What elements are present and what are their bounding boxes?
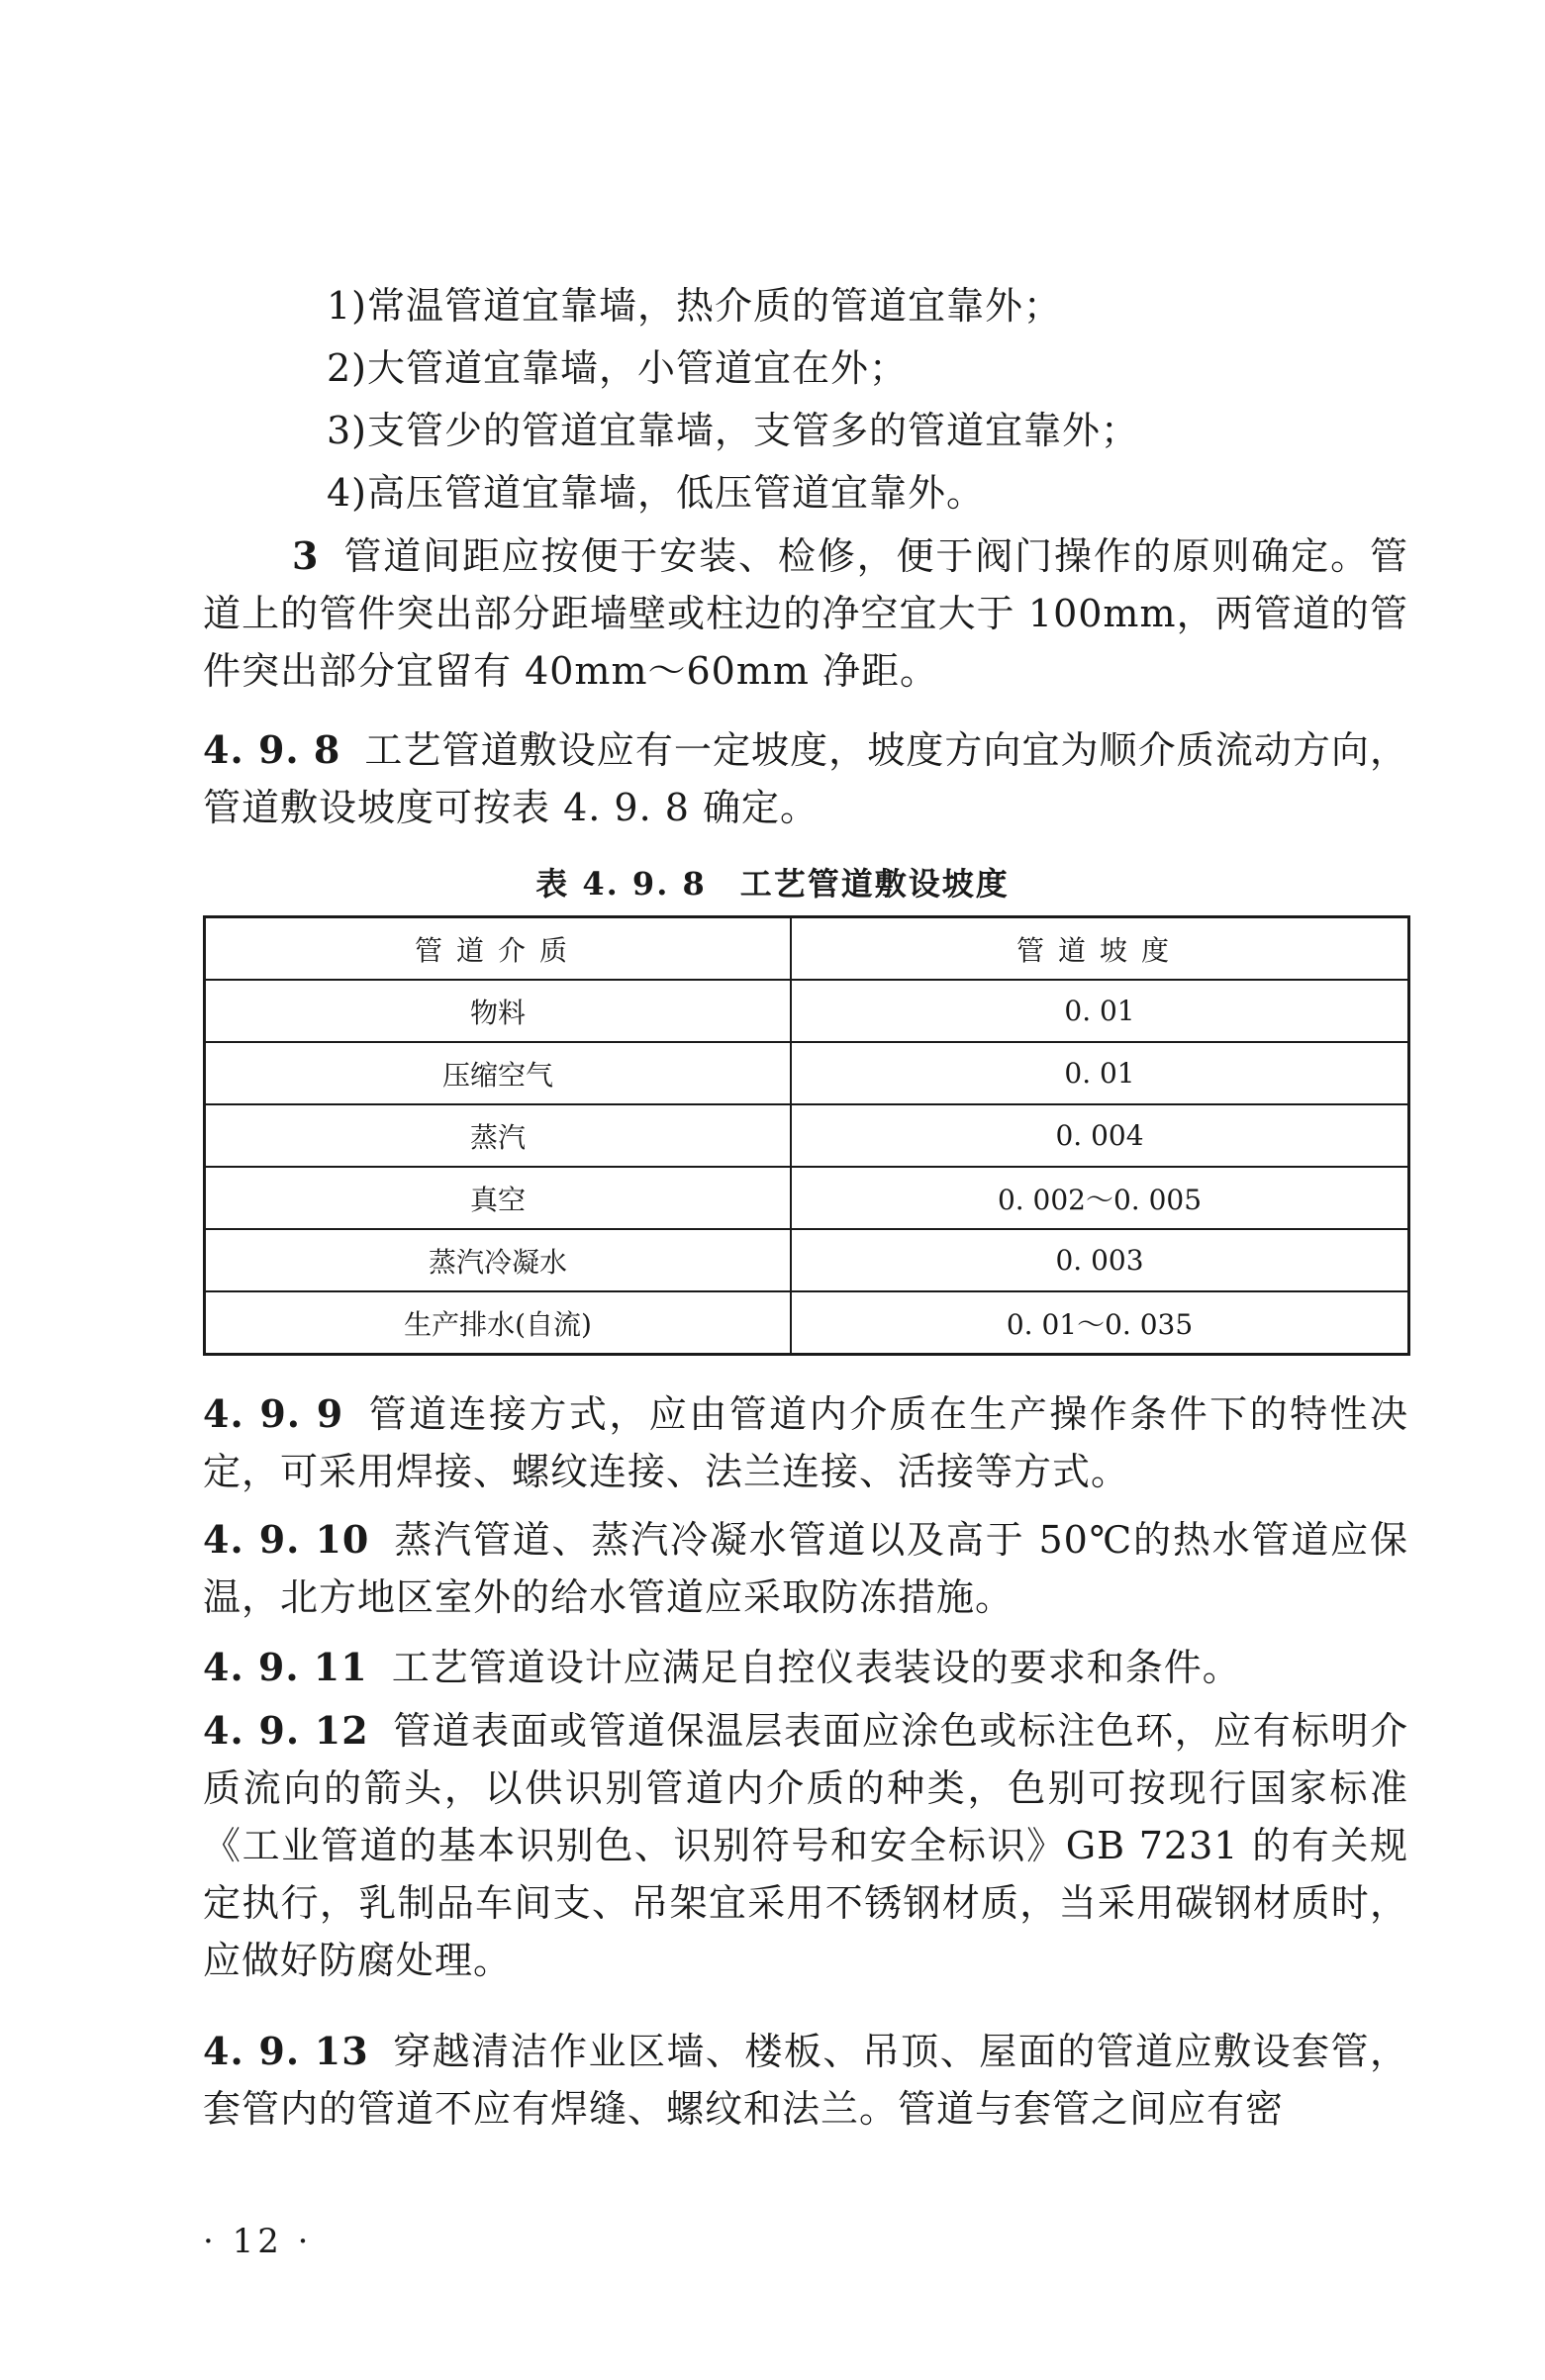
list-item: 1)常温管道宜靠墙，热介质的管道宜靠外； — [327, 284, 1063, 328]
clause-number: 4. 9. 13 — [203, 2029, 369, 2073]
table-row — [205, 1167, 1409, 1229]
table-row — [205, 1104, 1409, 1167]
table-row — [205, 1291, 1409, 1355]
slope-cell: 0. 004 — [791, 1104, 1408, 1167]
clause-number: 4. 9. 8 — [203, 727, 341, 772]
table-row — [205, 1042, 1409, 1104]
medium-cell: 物料 — [205, 980, 792, 1042]
clause-4-9-9 — [203, 1385, 1408, 1500]
item-3-paragraph — [203, 527, 1408, 700]
column-header: 管道坡度 — [791, 917, 1408, 981]
clause-number: 4. 9. 12 — [203, 1708, 369, 1753]
clause-number: 4. 9. 9 — [203, 1391, 344, 1436]
medium-cell: 蒸汽 — [205, 1104, 792, 1167]
clause-text: 蒸汽管道、蒸汽冷凝水管道以及高于 50℃的热水管道应保温，北方地区室外的给水管道应采取防冻措施。 — [203, 1518, 1408, 1619]
clause-text: 穿越清洁作业区墙、楼板、吊顶、屋面的管道应敷设套管，套管内的管道不应有焊缝、螺纹和法兰。管道与套管之间应有密 — [203, 2030, 1408, 2131]
clause-4-9-12 — [203, 1702, 1408, 1989]
medium-cell: 真空 — [205, 1167, 792, 1229]
medium-cell: 生产排水(自流) — [205, 1291, 792, 1355]
list-item: 3)支管少的管道宜靠墙，支管多的管道宜靠外； — [327, 409, 1140, 452]
table-title: 表 4. 9. 8 工艺管道敷设坡度 — [535, 865, 1010, 903]
clause-4-9-8 — [203, 721, 1408, 836]
slope-cell: 0. 01 — [791, 980, 1408, 1042]
list-item: 2)大管道宜靠墙，小管道宜在外； — [327, 346, 909, 390]
medium-cell: 压缩空气 — [205, 1042, 792, 1104]
table-row — [205, 1229, 1409, 1291]
clause-text: 管道表面或管道保温层表面应涂色或标注色环，应有标明介质流向的箭头，以供识别管道内介质的种类，色别可按现行国家标准《工业管道的基本识别色、识别符号和安全标识》GB 7231 的有关规定执行，乳制品车间支、吊架宜采用不锈钢材质，当采用碳钢材质时，应做好防腐处理。 — [203, 1709, 1408, 1982]
medium-cell: 蒸汽冷凝水 — [205, 1229, 792, 1291]
column-header: 管道介质 — [205, 917, 792, 981]
clause-text: 工艺管道设计应满足自控仪表装设的要求和条件。 — [391, 1646, 1241, 1689]
clause-number: 4. 9. 10 — [203, 1517, 370, 1562]
table-header-row — [205, 917, 1409, 981]
clause-4-9-13 — [203, 2023, 1408, 2138]
table-row — [205, 980, 1409, 1042]
clause-text: 管道连接方式，应由管道内介质在生产操作条件下的特性决定，可采用焊接、螺纹连接、法兰连接、活接等方式。 — [203, 1392, 1408, 1493]
clause-4-9-10 — [203, 1511, 1408, 1626]
slope-cell: 0. 01～0. 035 — [791, 1291, 1408, 1355]
page-number: · 12 · — [203, 2222, 313, 2261]
clause-4-9-11 — [203, 1639, 1408, 1696]
list-item: 4)高压管道宜靠墙，低压管道宜靠外。 — [327, 471, 986, 515]
item-number: 3 — [292, 533, 320, 578]
slope-cell: 0. 002～0. 005 — [791, 1167, 1408, 1229]
slope-table — [203, 915, 1410, 1356]
clause-number: 4. 9. 11 — [203, 1645, 368, 1689]
slope-cell: 0. 003 — [791, 1229, 1408, 1291]
item-text: 管道间距应按便于安装、检修，便于阀门操作的原则确定。管道上的管件突出部分距墙壁或柱边的净空宜大于 100mm，两管道的管件突出部分宜留有 40mm～60mm 净距。 — [203, 534, 1408, 693]
clause-text: 工艺管道敷设应有一定坡度，坡度方向宜为顺介质流动方向，管道敷设坡度可按表 4. 9. 8 确定。 — [203, 728, 1408, 829]
slope-cell: 0. 01 — [791, 1042, 1408, 1104]
